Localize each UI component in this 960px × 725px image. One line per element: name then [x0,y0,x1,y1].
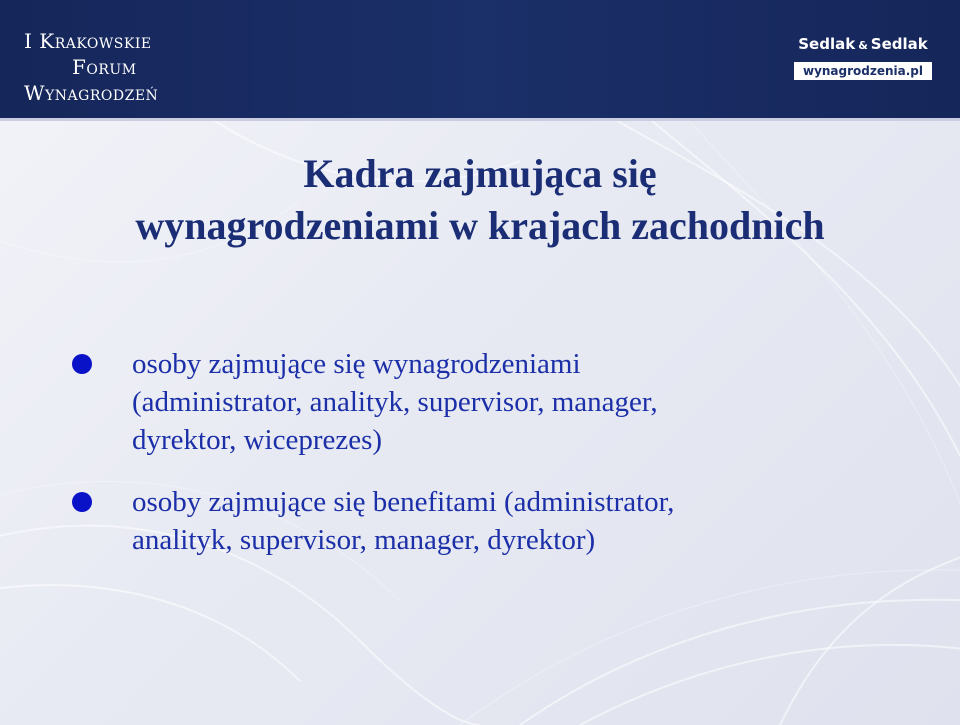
bullet-line: osoby zajmujące się benefitami (administrator, [132,486,675,518]
header-banner [0,0,960,118]
forum-logo-line1: I Krakowskie [24,29,152,53]
bullet-dot-icon [72,492,92,512]
bullet-list [70,345,910,583]
bullet-item [70,345,910,459]
bullet-line: analityk, supervisor, manager, dyrektor) [132,524,596,556]
sedlak-name-left: Sedlak [798,35,856,53]
forum-logo-line3: Wynagrodzeń [24,81,159,105]
bullet-line: osoby zajmujące się wynagrodzeniami [132,348,581,380]
bullet-item [70,483,910,559]
sedlak-logo-site: wynagrodzenia.pl [794,62,932,80]
forum-logo-line2: Forum [72,55,137,79]
sedlak-name-right: Sedlak [870,35,928,53]
sedlak-name-amp: & [858,39,868,52]
bullet-dot-icon [72,354,92,374]
bullet-line: dyrektor, wiceprezes) [132,424,383,456]
sedlak-logo [794,34,932,80]
forum-logo [24,28,158,106]
sedlak-logo-name [794,34,932,56]
slide-title-line2: wynagrodzeniami w krajach zachodnich [135,203,825,248]
slide-title [0,148,960,252]
slide-title-line1: Kadra zajmująca się [303,151,657,196]
bullet-line: (administrator, analityk, supervisor, manager, [132,386,658,418]
